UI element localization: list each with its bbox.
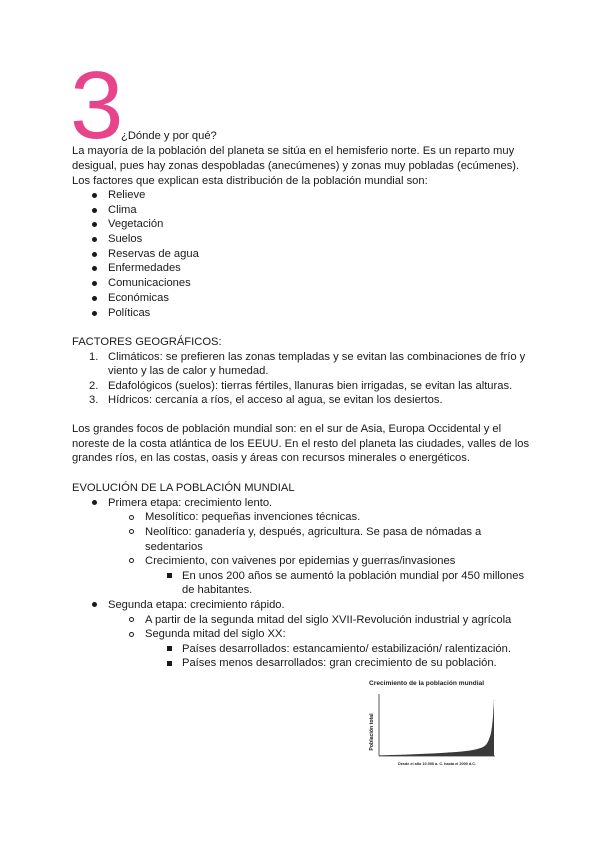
list-item: Suelos <box>0 232 199 247</box>
developed-text: Países desarrollados: estancamiento/ estabilización/ ralentización. <box>182 642 511 655</box>
stage1-label: Primera etapa: crecimiento lento. <box>108 496 273 509</box>
stage2-label: Segunda etapa: crecimiento rápido. <box>108 599 285 611</box>
population-growth-chart <box>363 672 499 770</box>
population-point <box>380 755 381 756</box>
section-number: 3 <box>70 52 124 159</box>
geo-item-text: viento y las de calor y humedad. <box>108 365 269 377</box>
population-point <box>460 751 461 752</box>
circle-bullet-icon <box>129 558 134 563</box>
geo-item-text: Climáticos: se prefieren las zonas templadas y se evitan las combinaciones de frío y <box>108 350 526 363</box>
foci-line: noreste de la costa atlántica de los EEUU. En el resto del planeta las ciudades, valles de los <box>72 437 530 450</box>
years-text-cont: de habitantes. <box>182 584 253 596</box>
geo-item-number: 2. <box>89 379 99 392</box>
bullet-icon <box>92 602 97 607</box>
population-point <box>486 745 487 746</box>
factor-list <box>0 188 199 320</box>
section-question: ¿Dónde y por qué? <box>121 130 217 142</box>
foci-line: Los grandes focos de población mundial son: en el sur de Asia, Europa Occidental y el <box>72 423 502 435</box>
circle-bullet-icon <box>129 529 134 534</box>
xx-text: Segunda mitad del siglo XX: <box>145 628 286 640</box>
population-point <box>403 754 404 755</box>
evolution-title: EVOLUCIÓN DE LA POBLACIÓN MUNDIAL <box>72 482 295 494</box>
chart-marks <box>380 700 495 756</box>
population-area <box>380 700 494 756</box>
intro-paragraph: La mayoría de la población del planeta se sitúa en el hemisferio norte. Es un reparto muy desigual, pues hay zonas despobladas (anecúmenes) y zonas muy pobladas (ecúmenes). <box>72 145 520 172</box>
geo-title: FACTORES GEOGRÁFICOS: <box>72 336 222 348</box>
population-point <box>437 753 438 754</box>
square-bullet-icon <box>167 573 172 578</box>
circle-bullet-icon <box>129 632 134 637</box>
list-item: Relieve <box>0 188 199 203</box>
square-bullet-icon <box>167 661 172 666</box>
population-point <box>477 749 478 750</box>
list-item: Comunicaciones <box>0 276 199 291</box>
population-point <box>448 752 449 753</box>
population-point <box>490 735 491 736</box>
xvii-text: A partir de la segunda mitad del siglo XVII-Revolución industrial y agrícola <box>145 613 512 626</box>
foci-line: grandes ríos, en las costas, oasis y áreas con recursos minerales o energéticos. <box>72 452 470 464</box>
chart-svg <box>363 672 499 770</box>
chart-ylabel: Población total <box>369 713 375 751</box>
list-item: Reservas de agua <box>0 247 199 262</box>
geo-item-number: 3. <box>89 394 99 406</box>
chart-title: Crecimiento de la población mundial <box>369 680 485 687</box>
population-point <box>488 741 489 742</box>
population-point <box>491 728 492 729</box>
bullet-icon <box>92 500 97 505</box>
population-point <box>493 719 494 720</box>
list-item: Enfermedades <box>0 261 199 276</box>
population-point <box>391 755 392 756</box>
neolithic-text-cont: sedentarios <box>145 540 203 553</box>
neolithic-text: Neolítico: ganadería y, después, agricultura. Se pasa de nómadas a <box>145 526 482 538</box>
list-item: Económicas <box>0 291 199 306</box>
less-developed-text: Países menos desarrollados: gran crecimiento de su población. <box>182 657 497 669</box>
circle-bullet-icon <box>129 617 134 622</box>
intro-factors-lead: Los factores que explican esta distribución de la población mundial son: <box>72 174 428 187</box>
geo-item-number: 1. <box>89 350 99 363</box>
list-item: Políticas <box>0 306 199 321</box>
population-point <box>425 753 426 754</box>
list-item: Clima <box>0 203 199 218</box>
growth-text: Crecimiento, con vaivenes por epidemias y guerras/invasiones <box>145 555 456 567</box>
population-point <box>471 750 472 751</box>
population-point <box>414 754 415 755</box>
population-point <box>494 700 495 701</box>
circle-bullet-icon <box>129 515 134 520</box>
years-text: En unos 200 años se aumentó la población mundial por 450 millones <box>182 569 525 582</box>
chart-xlabel: Desde el año 10.000 a. C. hasta el 2000 d.C. <box>397 762 477 766</box>
list-item: Vegetación <box>0 217 199 232</box>
geo-item-text: Hídricos: cercanía a ríos, el acceso al agua, se evitan los desiertos. <box>108 394 443 406</box>
geo-item-text: Edafológicos (suelos): tierras fértiles, llanuras bien irrigadas, se evitan las alturas. <box>108 379 513 392</box>
population-point <box>482 747 483 748</box>
square-bullet-icon <box>167 646 172 651</box>
mesolithic-text: Mesolítico: pequeñas invenciones técnicas. <box>145 511 361 523</box>
